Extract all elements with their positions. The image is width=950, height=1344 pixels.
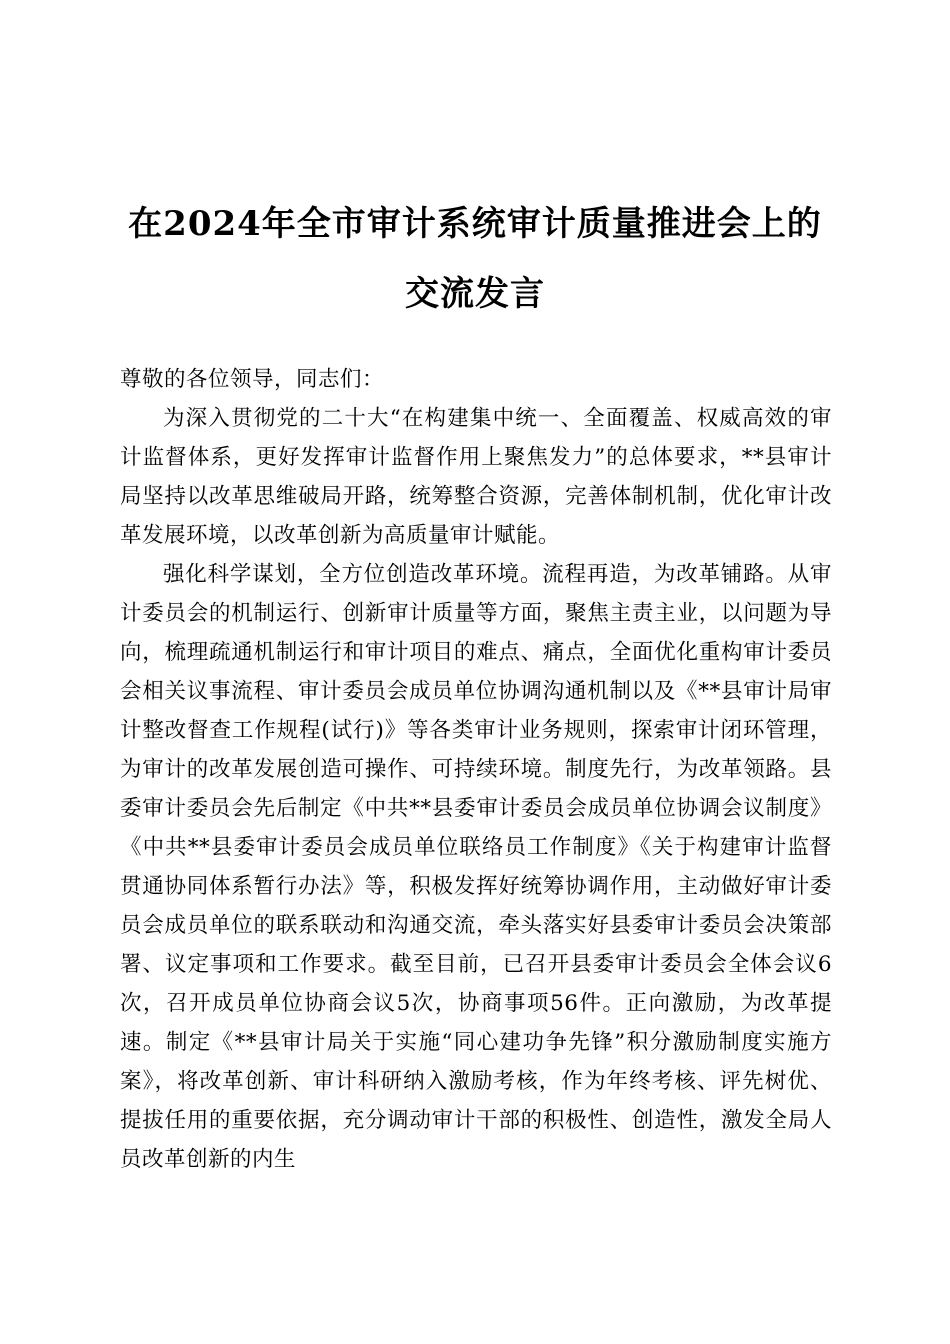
document-title-line-1: 在2024年全市审计系统审计质量推进会上的 — [128, 204, 822, 244]
salutation: 尊敬的各位领导，同志们： — [120, 367, 385, 392]
paragraph-reform-environment: 强化科学谋划，全方位创造改革环境。流程再造，为改革铺路。从审计委员会的机制运行、创新审计质量等方面，聚焦主责主业，以问题为导向，梳理疏通机制运行和审计项目的难点、痛点，全面优化重构审计委员会相关议事流程、审计委员会成员单位协调沟通机制以及《**县审计局审计整改督查工作规程(试行)》等各类审计业务规则，探索审计闭环管理，为审计的改革发展创造可操作、可持续环境。制度先行，为改革领路。县委审计委员会先后制定《中共**县委审计委员会成员单位协调会议制度》《中共**县委审计委员会成员单位联络员工作制度》《关于构建审计监督贯通协同体系暂行办法》等，积极发挥好统筹协调作用，主动做好审计委员会成员单位的联系联动和沟通交流，牵头落实好县委审计委员会决策部署、议定事项和工作要求。截至目前，已召开县委审计委员会全体会议6次，召开成员单位协商会议5次，协商事项56件。正向激励，为改革提速。制定《**县审计局关于实施“同心建功争先锋”积分激励制度实施方案》，将改革创新、审计科研纳入激励考核，作为年终考核、评先树优、提拔任用的重要依据，充分调动审计干部的积极性、创造性，激发全局人员改革创新的内生 — [120, 562, 832, 1172]
paragraph-intro: 为深入贯彻党的二十大“在构建集中统一、全面覆盖、权威高效的审计监督体系，更好发挥审计监督作用上聚焦发力”的总体要求，**县审计局坚持以改革思维破局开路，统筹整合资源，完善体制机制，优化审计改革发展环境，以改革创新为高质量审计赋能。 — [120, 406, 832, 548]
document-body — [120, 360, 832, 1179]
document-title-line-2: 交流发言 — [405, 274, 545, 314]
